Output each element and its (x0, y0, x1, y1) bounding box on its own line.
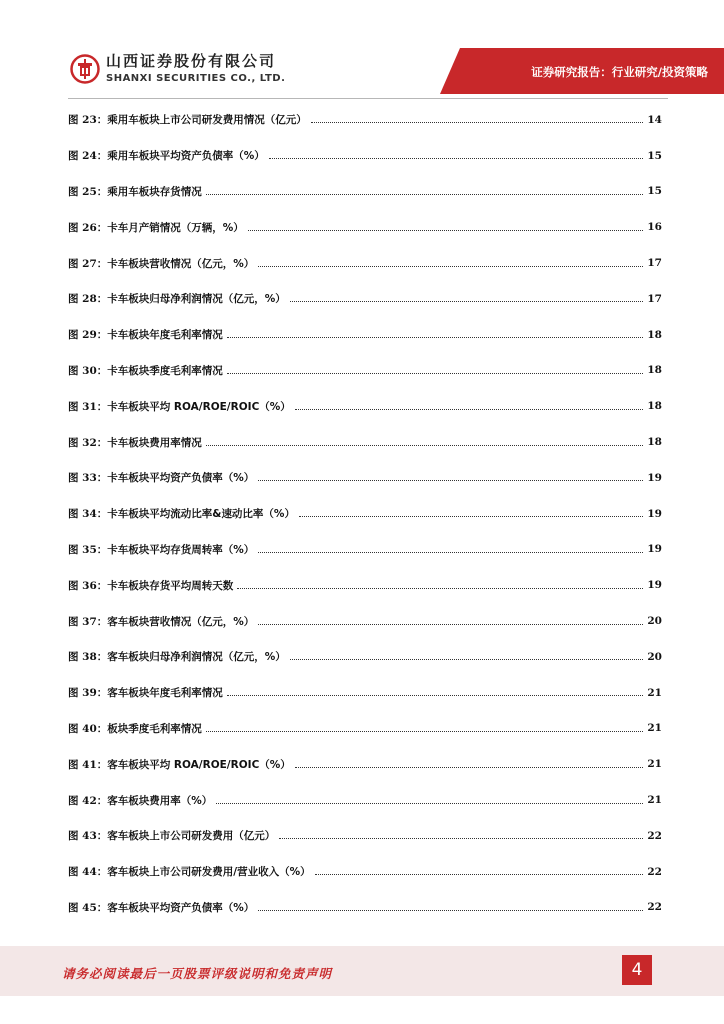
toc-figure-title: 客车板块平均资产负债率（%） (107, 901, 255, 914)
toc-leader-dots (258, 624, 643, 625)
toc-leader-dots (295, 409, 644, 410)
toc-page-number: 22 (647, 829, 662, 842)
page-number: 4 (622, 955, 652, 985)
toc-figure-title: 客车板块年度毛利率情况 (107, 687, 223, 700)
toc-figure-number: 图 37： (68, 615, 108, 628)
toc-figure-title: 卡车板块归母净利润情况（亿元，%） (107, 293, 286, 306)
toc-leader-dots (258, 266, 643, 267)
toc-figure-number: 图 31： (68, 400, 108, 413)
toc-entry[interactable] (68, 424, 662, 460)
toc-entry[interactable] (68, 818, 662, 854)
toc-figure-title: 卡车板块平均流动比率&速动比率（%） (107, 508, 295, 521)
toc-figure-title: 卡车板块季度毛利率情况 (107, 364, 223, 377)
toc-leader-dots (290, 301, 644, 302)
disclaimer-link[interactable]: 请务必阅读最后一页股票评级说明和免责声明 (62, 966, 333, 981)
figure-list (68, 102, 662, 925)
toc-page-number: 17 (647, 292, 662, 305)
toc-figure-number: 图 39： (68, 687, 108, 700)
toc-page-number: 22 (647, 865, 662, 878)
toc-entry[interactable] (68, 782, 662, 818)
toc-entry[interactable] (68, 209, 662, 245)
toc-figure-number: 图 34： (68, 508, 108, 521)
toc-page-number: 18 (647, 364, 662, 377)
toc-leader-dots (227, 695, 644, 696)
toc-entry[interactable] (68, 460, 662, 496)
toc-figure-number: 图 42： (68, 794, 108, 807)
toc-figure-number: 图 35： (68, 543, 108, 556)
toc-page-number: 18 (647, 328, 662, 341)
toc-leader-dots (237, 588, 643, 589)
toc-figure-title: 卡车板块平均资产负债率（%） (107, 472, 255, 485)
toc-entry[interactable] (68, 854, 662, 890)
toc-entry[interactable] (68, 245, 662, 281)
toc-leader-dots (290, 659, 644, 660)
toc-figure-title: 客车板块上市公司研发费用/营业收入（%） (107, 866, 311, 879)
toc-figure-title: 卡车板块存货平均周转天数 (107, 579, 234, 592)
toc-figure-number: 图 24： (68, 150, 108, 163)
toc-leader-dots (279, 838, 643, 839)
toc-leader-dots (295, 767, 644, 768)
toc-figure-number: 图 32： (68, 436, 108, 449)
toc-figure-number: 图 23： (68, 114, 108, 127)
toc-page-number: 18 (647, 436, 662, 449)
toc-page-number: 19 (647, 579, 662, 592)
toc-figure-title: 卡车板块平均存货周转率（%） (107, 543, 255, 556)
toc-entry[interactable] (68, 675, 662, 711)
toc-page-number: 15 (647, 185, 662, 198)
toc-leader-dots (299, 516, 643, 517)
toc-page-number: 21 (647, 686, 662, 699)
header-divider (68, 98, 668, 99)
shanxi-securities-logo-icon (70, 54, 100, 84)
toc-leader-dots (206, 194, 644, 195)
toc-page-number: 20 (647, 650, 662, 663)
toc-page-number: 16 (647, 221, 662, 234)
toc-page-number: 18 (647, 400, 662, 413)
toc-entry[interactable] (68, 746, 662, 782)
toc-figure-title: 卡车月产销情况（万辆，%） (107, 221, 244, 234)
toc-page-number: 21 (647, 758, 662, 771)
toc-figure-number: 图 44： (68, 866, 108, 879)
toc-figure-number: 图 25： (68, 185, 108, 198)
toc-figure-number: 图 45： (68, 901, 108, 914)
toc-figure-title: 客车板块营收情况（亿元，%） (107, 615, 255, 628)
toc-figure-title: 卡车板块年度毛利率情况 (107, 329, 223, 342)
toc-figure-number: 图 29： (68, 329, 108, 342)
toc-leader-dots (206, 445, 644, 446)
toc-page-number: 14 (647, 113, 662, 126)
toc-figure-number: 图 41： (68, 758, 108, 771)
toc-page-number: 17 (647, 257, 662, 270)
toc-figure-title: 客车板块费用率（%） (107, 794, 213, 807)
toc-entry[interactable] (68, 388, 662, 424)
toc-figure-number: 图 30： (68, 364, 108, 377)
toc-entry[interactable] (68, 532, 662, 568)
toc-leader-dots (311, 122, 644, 123)
toc-leader-dots (269, 158, 644, 159)
toc-figure-title: 乘用车板块上市公司研发费用情况（亿元） (107, 114, 307, 127)
toc-page-number: 21 (647, 722, 662, 735)
toc-figure-number: 图 26： (68, 221, 108, 234)
toc-entry[interactable] (68, 639, 662, 675)
toc-leader-dots (315, 874, 644, 875)
toc-page-number: 19 (647, 507, 662, 520)
company-name-cn: 山西证券股份有限公司 (106, 52, 277, 70)
toc-figure-number: 图 28： (68, 293, 108, 306)
toc-figure-number: 图 38： (68, 651, 108, 664)
toc-entry[interactable] (68, 496, 662, 532)
toc-figure-title: 乘用车板块平均资产负债率（%） (107, 150, 265, 163)
toc-figure-title: 客车板块上市公司研发费用（亿元） (107, 830, 276, 843)
company-name-en: SHANXI SECURITIES CO., LTD. (106, 73, 286, 84)
toc-page-number: 21 (647, 794, 662, 807)
toc-figure-title: 客车板块归母净利润情况（亿元，%） (107, 651, 286, 664)
toc-leader-dots (216, 803, 643, 804)
toc-page-number: 20 (647, 615, 662, 628)
toc-entry[interactable] (68, 281, 662, 317)
toc-leader-dots (227, 337, 644, 338)
toc-entry[interactable] (68, 317, 662, 353)
toc-leader-dots (206, 731, 644, 732)
toc-entry[interactable] (68, 174, 662, 210)
toc-figure-title: 客车板块平均 ROA/ROE/ROIC（%） (107, 758, 291, 771)
toc-page-number: 19 (647, 471, 662, 484)
toc-figure-title: 板块季度毛利率情况 (107, 722, 202, 735)
toc-figure-title: 乘用车板块存货情况 (107, 185, 202, 198)
toc-leader-dots (258, 480, 643, 481)
toc-entry[interactable] (68, 711, 662, 747)
toc-leader-dots (258, 552, 643, 553)
toc-figure-title: 卡车板块平均 ROA/ROE/ROIC（%） (107, 400, 291, 413)
toc-figure-number: 图 33： (68, 472, 108, 485)
toc-figure-number: 图 43： (68, 830, 108, 843)
toc-entry[interactable] (68, 890, 662, 926)
toc-figure-title: 卡车板块费用率情况 (107, 436, 202, 449)
toc-figure-number: 图 36： (68, 579, 108, 592)
toc-entry[interactable] (68, 603, 662, 639)
toc-leader-dots (227, 373, 644, 374)
toc-entry[interactable] (68, 138, 662, 174)
toc-figure-number: 图 27： (68, 257, 108, 270)
toc-leader-dots (248, 230, 644, 231)
toc-figure-title: 卡车板块营收情况（亿元，%） (107, 257, 255, 270)
toc-page-number: 15 (647, 149, 662, 162)
toc-entry[interactable] (68, 102, 662, 138)
report-type-label: 证券研究报告：行业研究/投资策略 (531, 65, 708, 79)
toc-page-number: 19 (647, 543, 662, 556)
company-name (106, 52, 285, 85)
toc-figure-number: 图 40： (68, 722, 108, 735)
toc-page-number: 22 (647, 901, 662, 914)
toc-entry[interactable] (68, 353, 662, 389)
toc-leader-dots (258, 910, 643, 911)
toc-entry[interactable] (68, 567, 662, 603)
